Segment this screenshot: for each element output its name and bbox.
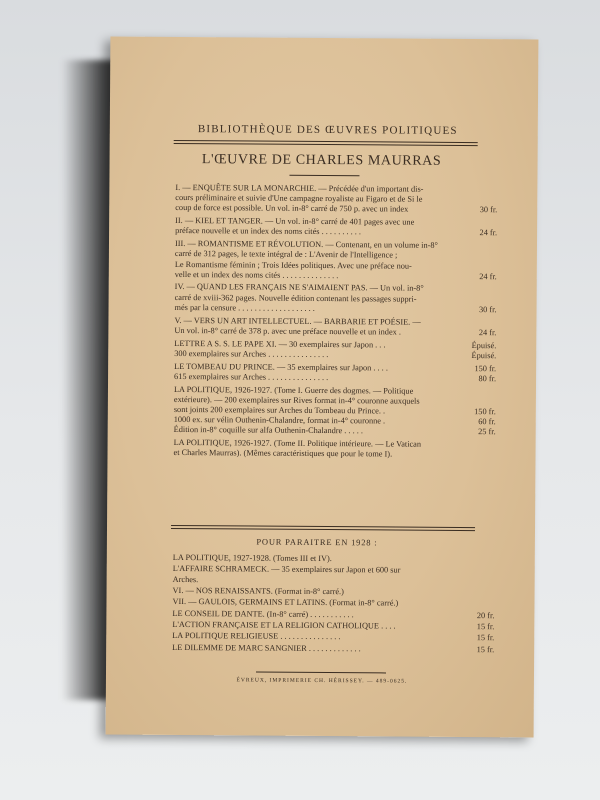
entry-line [175, 226, 497, 238]
upcoming-entry [172, 643, 494, 655]
entry-text: LA POLITIQUE, 1927-1928. (Tomes III et IV). [172, 552, 332, 564]
entry-text: carré de 312 pages, le texte intégral de : L'Avenir de l'Intelligence ; [174, 249, 398, 260]
entry-price: 60 fr. [478, 417, 496, 427]
entry-text: 615 exemplaires sur Arches . . . . . . . . . . . . . . . [174, 371, 329, 382]
entry-price: Épuisé. [471, 350, 497, 360]
entry-text: LETTRE A S. S. LE PAPE XI. — 30 exemplaires sur Japon . . . [174, 338, 386, 350]
entry-text: LA POLITIQUE, 1926-1927. (Tome I. Guerre des dogmes. — Politique [173, 384, 414, 396]
entry-line [174, 425, 496, 437]
entry-line [174, 372, 496, 384]
entry-line [174, 326, 496, 338]
entry-line [173, 575, 495, 587]
entry-price: Épuisé. [471, 340, 497, 350]
entry-text: I. — ENQUÊTE SUR LA MONARCHIE. — Précédée d'un important dis- [175, 182, 424, 194]
entry-line [172, 609, 494, 621]
entry-text: carré de xviii-362 pages. Nouvelle édition contenant les passages suppri- [174, 292, 417, 304]
entry-price: 150 fr. [474, 363, 497, 373]
entry-text: LA POLITIQUE, 1926-1927. (Tome II. Politique intérieure. — Le Vatican [173, 438, 422, 449]
entry-text: Un vol. in-8° carré de 378 p. avec une préface nouvelle et un index . [174, 325, 401, 337]
entry-text: velle et un index des noms cités . . . . . . . . . . . . . . [174, 269, 339, 280]
entry-price: 24 fr. [479, 271, 497, 281]
work-entry [175, 216, 497, 239]
work-entry [174, 316, 496, 339]
imprint-rule [256, 672, 386, 674]
section-rule-2 [171, 528, 475, 531]
entry-text: Le Romantisme féminin ; Trois Idées politiques. Avec une préface nou- [174, 259, 412, 271]
entry-text: més par la censure . . . . . . . . . . . . . . . . . . . [174, 302, 315, 313]
work-entry [175, 183, 497, 216]
entry-price: 20 fr. [476, 610, 495, 620]
entry-text: 300 exemplaires sur Arches . . . . . . . . . . . . . . . [174, 348, 329, 359]
entry-line [175, 270, 497, 282]
entry-line [175, 203, 497, 215]
upcoming-list [172, 553, 495, 656]
entry-line [172, 620, 494, 632]
upcoming-entry [173, 564, 495, 587]
entry-text: VI. — NOS RENAISSANTS. (Format in-8° carré.) [172, 585, 344, 597]
entry-line [175, 303, 497, 315]
entry-text: IV. — QUAND LES FRANÇAIS NE S'AIMAIENT PAS. — Un vol. in-8° [174, 282, 424, 294]
entry-price: 15 fr. [476, 633, 495, 643]
title-rule-top-2 [174, 143, 478, 146]
upcoming-entry [173, 553, 495, 565]
entry-price: 30 fr. [478, 304, 497, 315]
book-back-cover [106, 37, 539, 738]
entry-text: sont joints 200 exemplaires sur Arches du Tombeau du Prince. . [173, 404, 386, 416]
entry-line [172, 643, 494, 655]
entry-price: 150 fr. [474, 406, 496, 417]
entry-price: 24 fr. [479, 228, 498, 238]
work-entry [174, 362, 496, 385]
entry-line [172, 631, 494, 643]
entry-price: 15 fr. [476, 644, 495, 655]
entry-line [173, 448, 495, 460]
entry-line [174, 349, 496, 361]
entry-text: L'AFFAIRE SCHRAMECK. — 35 exemplaires sur Japon et 600 sur [172, 564, 401, 575]
work-entry [174, 339, 496, 362]
entry-line [173, 586, 495, 598]
entry-text: LA POLITIQUE RELIGIEUSE . . . . . . . . . . . . . . . [172, 631, 341, 642]
entry-price: 80 fr. [478, 373, 497, 383]
work-entry [173, 438, 495, 461]
entry-text: et Charles Maurras). (Mêmes caractéristiques que pour le tome I). [173, 448, 393, 459]
title-underline [289, 175, 359, 176]
entry-price: 25 fr. [478, 427, 496, 437]
entry-text: 1000 ex. sur vélin Outhenin-Chalandre, format in-4° couronne . [173, 415, 386, 426]
entry-text: Édition in-8° coquille sur alfa Outhenin-Chalandre . . . . . [173, 425, 363, 436]
main-title: L'ŒUVRE DE CHARLES MAURRAS [201, 152, 442, 169]
entry-text: Arches. [172, 574, 199, 584]
upcoming-entry [172, 631, 494, 643]
entry-text: extérieure). — 200 exemplaires sur Rives format in-4° couronne auxquels [173, 394, 420, 406]
entry-text: LE TOMBEAU DU PRINCE. — 35 exemplaires sur Japon . . . . [174, 361, 388, 373]
entry-text: L'ACTION FRANÇAISE ET LA RELIGION CATHOLIQUE . . . . [172, 620, 396, 631]
entry-price: 30 fr. [479, 205, 498, 215]
entry-text: LE CONSEIL DE DANTE. (In-8° carré) . . . . . . . . . . . [172, 608, 354, 619]
entry-text: III. — ROMANTISME ET RÉVOLUTION. — Contenant, en un volume in-8° [174, 239, 438, 250]
entry-line [172, 597, 494, 609]
entry-line [173, 553, 495, 565]
upcoming-entry [172, 620, 494, 632]
work-entry [174, 384, 496, 437]
entry-price: 24 fr. [478, 327, 497, 338]
upcoming-entry [173, 586, 495, 598]
upcoming-entry [172, 609, 494, 621]
entry-text: coup de force est possible. Un vol. in-8° carré de 750 p. avec un index [175, 203, 409, 214]
imprint: ÉVREUX, IMPRIMERIE CH. HÉRISSEY. — 489-0625. [236, 677, 408, 685]
upcoming-entry [172, 597, 494, 609]
entry-text: V. — VERS UN ART INTELLECTUEL. — BARBARIE ET POÉSIE. — [174, 315, 421, 327]
entry-text: cours préliminaire et suivie d'Une campagne royaliste au Figaro et de Si le [175, 193, 423, 204]
entry-text: préface nouvelle et un index des noms cités . . . . . . . . . . [175, 226, 362, 237]
entry-price: 15 fr. [476, 622, 495, 632]
entry-text: LE DILEMME DE MARC SANGNIER . . . . . . . . . . . . . [172, 642, 361, 654]
work-entry [175, 239, 497, 282]
entry-text: VII. — GAULOIS, GERMAINS ET LATINS. (Format in-8° carré.) [172, 597, 399, 608]
work-entry [175, 282, 497, 315]
series-title: BIBLIOTHÈQUE DES ŒUVRES POLITIQUES [197, 123, 458, 137]
upcoming-title: POUR PARAITRE EN 1928 : [256, 536, 378, 548]
works-list [173, 183, 497, 463]
entry-text: II. — KIEL ET TANGER. — Un vol. in-8° carré de 401 pages avec une [175, 216, 415, 227]
